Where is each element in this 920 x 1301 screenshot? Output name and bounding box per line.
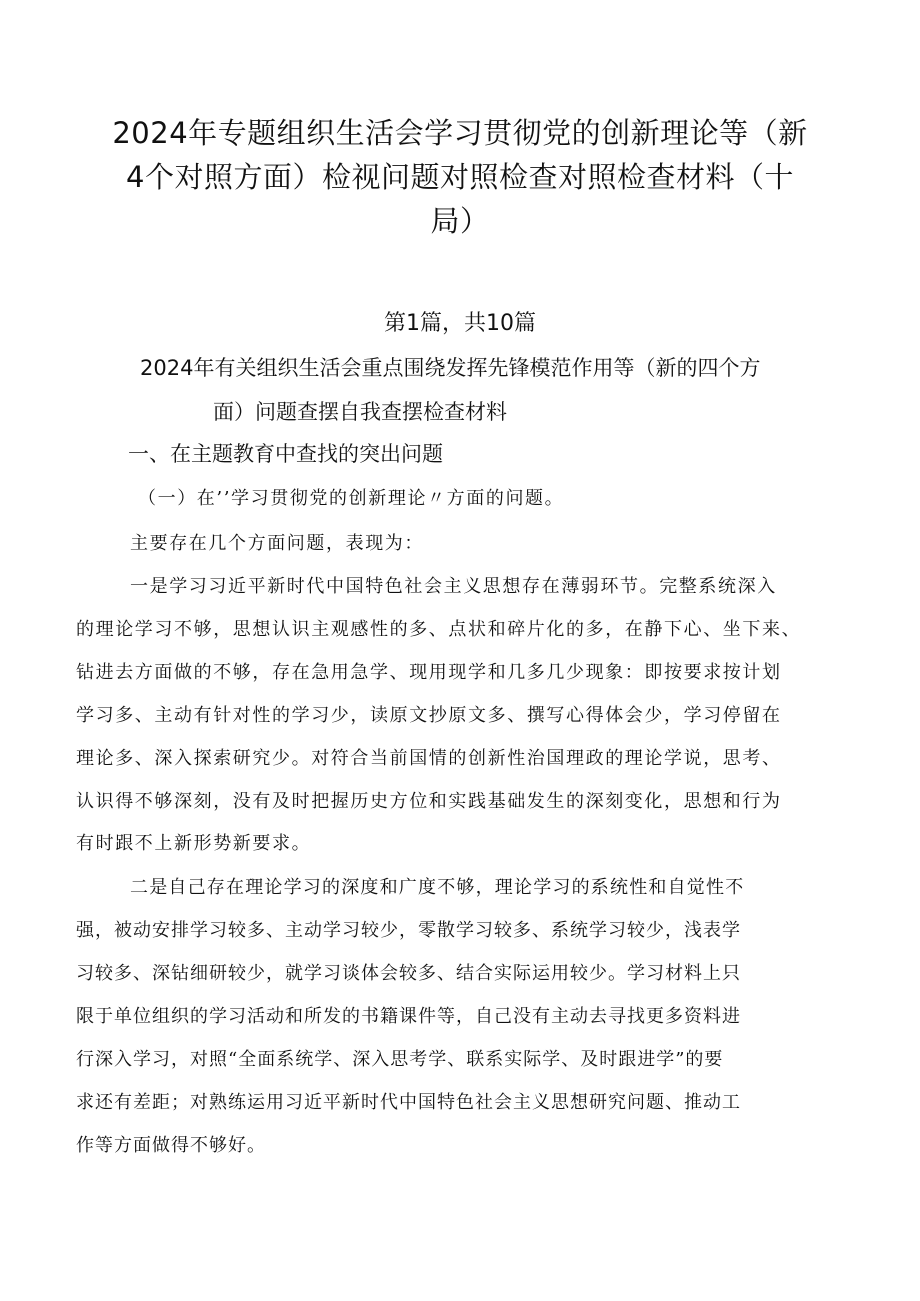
- intro-line: 主要存在几个方面问题，表现为：: [130, 533, 424, 554]
- paragraph-2-line-3: 习较多、深钻细研较少，就学习谈体会较多、结合实际运用较少。学习材料上只: [76, 963, 741, 984]
- document-title-line-1: 2024年专题组织生活会学习贯彻党的创新理论等（新: [112, 116, 808, 150]
- paragraph-2-line-2: 强，被动安排学习较多、主动学习较少，零散学习较多、系统学习较少，浅表学: [76, 920, 741, 941]
- paragraph-2-line-6: 求还有差距；对熟练运用习近平新时代中国特色社会主义思想研究问题、推动工: [76, 1092, 741, 1113]
- paragraph-1-line-4: 学习多、主动有针对性的学习少，读原文抄原文多、撰写心得体会少，学习停留在: [76, 705, 782, 726]
- subheading-1: （一）在’’学习贯彻党的创新理论〃方面的问题。: [138, 488, 565, 509]
- paragraph-2-line-5: 行深入学习，对照“全面系统学、深入思考学、联系实际学、及时跟进学”的要: [76, 1049, 724, 1070]
- paragraph-2-line-4: 限于单位组织的学习活动和所发的书籍课件等，自己没有主动去寻找更多资料进: [76, 1006, 741, 1027]
- paragraph-1-line-3: 钻进去方面做的不够，存在急用急学、现用现学和几多几少现象：即按要求按计划: [76, 662, 782, 683]
- paragraph-2-line-1: 二是自己存在理论学习的深度和广度不够，理论学习的系统性和自觉性不: [130, 877, 745, 898]
- paragraph-1-line-6: 认识得不够深刻，没有及时把握历史方位和实践基础发生的深刻变化，思想和行为: [76, 791, 782, 812]
- heading-1: 一、在主题教育中查找的突出问题: [128, 442, 443, 466]
- paragraph-1-line-1: 一是学习习近平新时代中国特色社会主义思想存在薄弱环节。完整系统深入: [130, 576, 777, 597]
- paragraph-1-line-5: 理论多、深入探索研究少。对符合当前国情的创新性治国理政的理论学说，思考、: [76, 748, 782, 769]
- subtitle-line-1: 2024年有关组织生活会重点围绕发挥先锋模范作用等（新的四个方: [140, 356, 761, 380]
- subtitle-line-2: 面）问题查摆自我查摆检查材料: [213, 400, 507, 424]
- paragraph-2-line-7: 作等方面做得不够好。: [76, 1135, 266, 1156]
- section-label: 第1篇，共10篇: [384, 311, 536, 336]
- paragraph-1-line-7: 有时跟不上新形势新要求。: [76, 833, 312, 854]
- document-title-line-3: 局）: [430, 204, 490, 238]
- paragraph-1-line-2: 的理论学习不够，思想认识主观感性的多、点状和碎片化的多，在静下心、坐下来、: [76, 619, 802, 640]
- document-title-line-2: 4个对照方面）检视问题对照检查对照检查材料（十: [126, 160, 794, 194]
